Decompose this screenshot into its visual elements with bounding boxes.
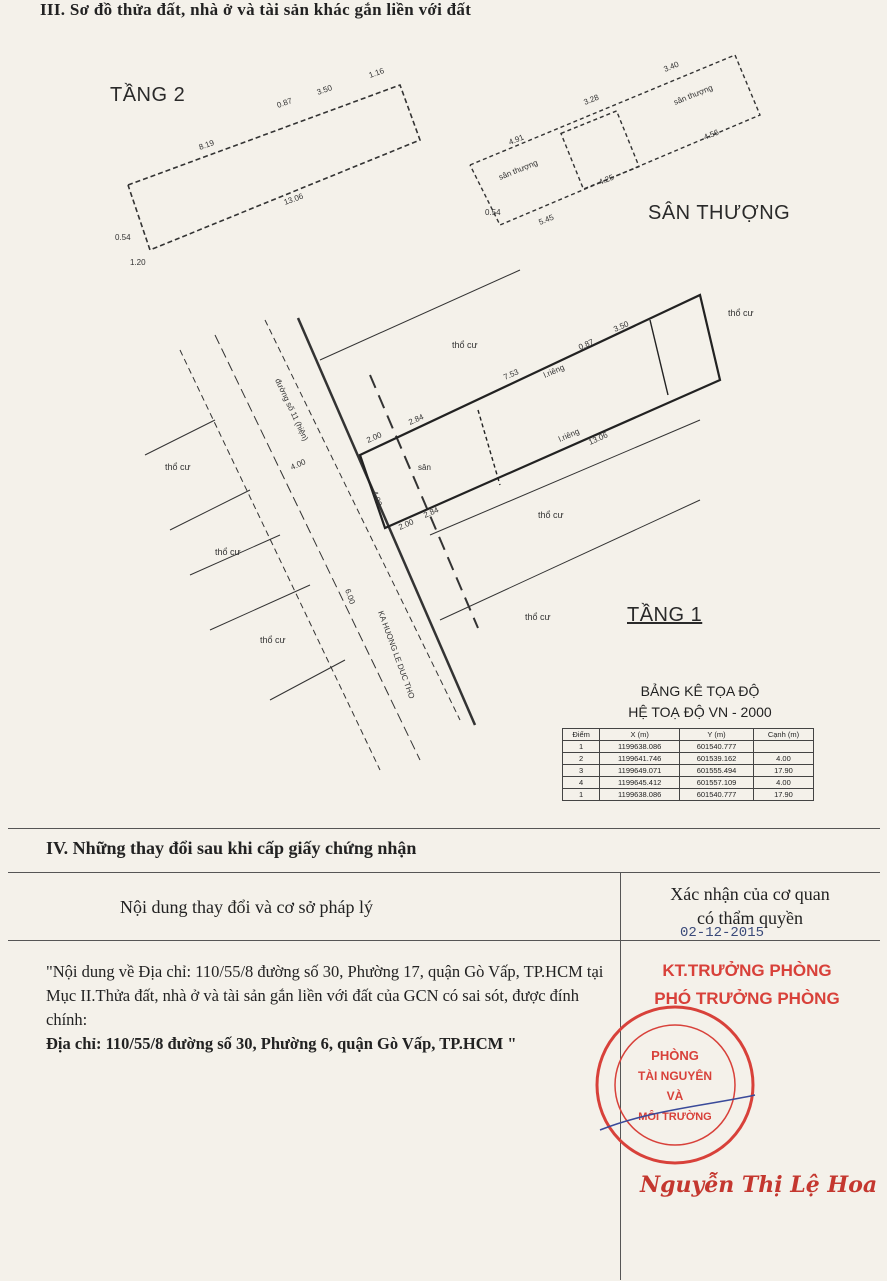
dim-t1-g: 4.00 [370,489,384,508]
svg-text:VÀ: VÀ [666,1089,684,1103]
coord-row: 3 1199649.071 601555.494 17.90 [563,765,814,777]
coord-row: 2 1199641.746 601539.162 4.00 [563,753,814,765]
coord-header: Y (m) [680,729,754,741]
change-content [46,960,616,1056]
tho-cu-4: thổ cư [538,510,564,520]
tang1-plot [360,295,720,528]
tang2-plan [128,85,420,250]
content-normal: "Nội dung về Địa chỉ: 110/55/8 đường số 30, Phường 17, quận Gò Vấp, TP.HCM tại Mục II.Thửa đất, nhà ở và tài sản gắn liền với đất của GCN có sai sót, được đính chính: [46,962,604,1029]
dim-t1-d: 3.50 [612,319,631,334]
san-thuong-label-1: sân thượng [497,158,540,182]
coordinate-table [562,728,814,801]
san-label: sân [418,463,431,472]
san-thuong-label: SÂN THƯỢNG [648,202,791,224]
dim-t1-b: 13.06 [587,430,610,447]
coord-row: 1 1199638.086 601540.777 [563,741,814,753]
rieng-label-1: l.riêng [542,362,566,380]
content-bold: Địa chỉ: 110/55/8 đường số 30, Phường 6, quận Gò Vấp, TP.HCM " [46,1034,517,1053]
dim-st-g: 0.54 [485,208,501,217]
dim-st-c: 3.40 [662,59,681,74]
coord-header-row [563,729,814,741]
coord-row: 1 1199638.086 601540.777 17.90 [563,789,814,801]
dim-t1-f2: 2.00 [397,517,416,532]
dim-st-d: 4.25 [597,172,616,187]
col-right-line1: Xác nhận của cơ quan [670,884,830,904]
divider [8,872,880,873]
street-name: đường số 11 (hiện) [273,377,311,443]
tang1-label: TẦNG 1 [627,604,703,626]
dim-t1-e: 2.84 [407,412,426,427]
san-thuong-label-2: sân thượng [672,83,715,107]
dim-t1-a: 7.53 [502,367,521,382]
dim-st-e: 5.45 [537,212,556,227]
rieng-label-2: l.riêng [557,426,581,444]
tho-cu-1: thổ cư [452,340,478,350]
section3-title: III. Sơ đồ thửa đất, nhà ở và tài sản khác gắn liền với đất [40,0,472,19]
dim-st-b: 3.28 [582,92,601,107]
svg-text:PHÒNG: PHÒNG [651,1048,699,1063]
tho-cu-5: thổ cư [215,547,241,557]
svg-text:MÔI TRƯỜNG: MÔI TRƯỜNG [638,1111,712,1123]
kt-line1: KT.TRƯỞNG PHÒNG [662,961,832,980]
dim-t1-e2: 2.84 [422,505,441,520]
tho-cu-3: thổ cư [165,462,191,472]
dim-t2-d: 3.50 [315,83,334,97]
col-right-line2: có thẩm quyền [697,908,803,928]
section4-title: IV. Những thay đổi sau khi cấp giấy chứng nhận [46,838,417,858]
dim-t2-e: 1.16 [367,66,386,80]
col-right-header [630,882,870,930]
dim-t1-c: 0.87 [577,337,596,352]
dim-t1-h: 6.00 [343,587,357,606]
dim-t2-b: 13.06 [282,191,305,207]
tho-cu-6: thổ cư [525,612,551,622]
coord-header: Cạnh (m) [753,729,813,741]
dim-t1-g2: 4.00 [289,457,308,472]
dim-t2-g: 0.54 [115,233,131,242]
svg-text:TÀI NGUYÊN: TÀI NGUYÊN [637,1069,713,1083]
coord-header: Điểm [563,729,600,741]
tang2-label: TẦNG 2 [110,84,186,106]
dim-t2-a: 8.19 [197,138,216,152]
kt-line2: PHÓ TRƯỞNG PHÒNG [654,989,840,1008]
dim-t1-f: 2.00 [365,430,384,445]
tho-cu-2: thổ cư [728,308,754,318]
tho-cu-7: thổ cư [260,635,286,645]
coord-table-subtitle: HỆ TOẠ ĐỘ VN - 2000 [628,704,772,720]
road-name: KA HUONG LE DUC THO [376,609,417,700]
coord-table-title: BẢNG KÊ TỌA ĐỘ [640,683,760,699]
dim-st-a: 4.91 [507,132,526,147]
col-left-header: Nội dung thay đổi và cơ sở pháp lý [120,897,374,917]
coord-row: 4 1199645.412 601557.109 4.00 [563,777,814,789]
handwritten-date: 02-12-2015 [680,925,765,941]
dim-t2-c: 0.87 [275,96,294,110]
dim-st-f: 4.56 [702,127,721,142]
dim-t2-f: 1.20 [130,258,146,267]
signer-name: Nguyễn Thị Lệ Hoa [640,1172,878,1198]
official-stamp [590,1000,760,1170]
coord-header: X (m) [600,729,680,741]
